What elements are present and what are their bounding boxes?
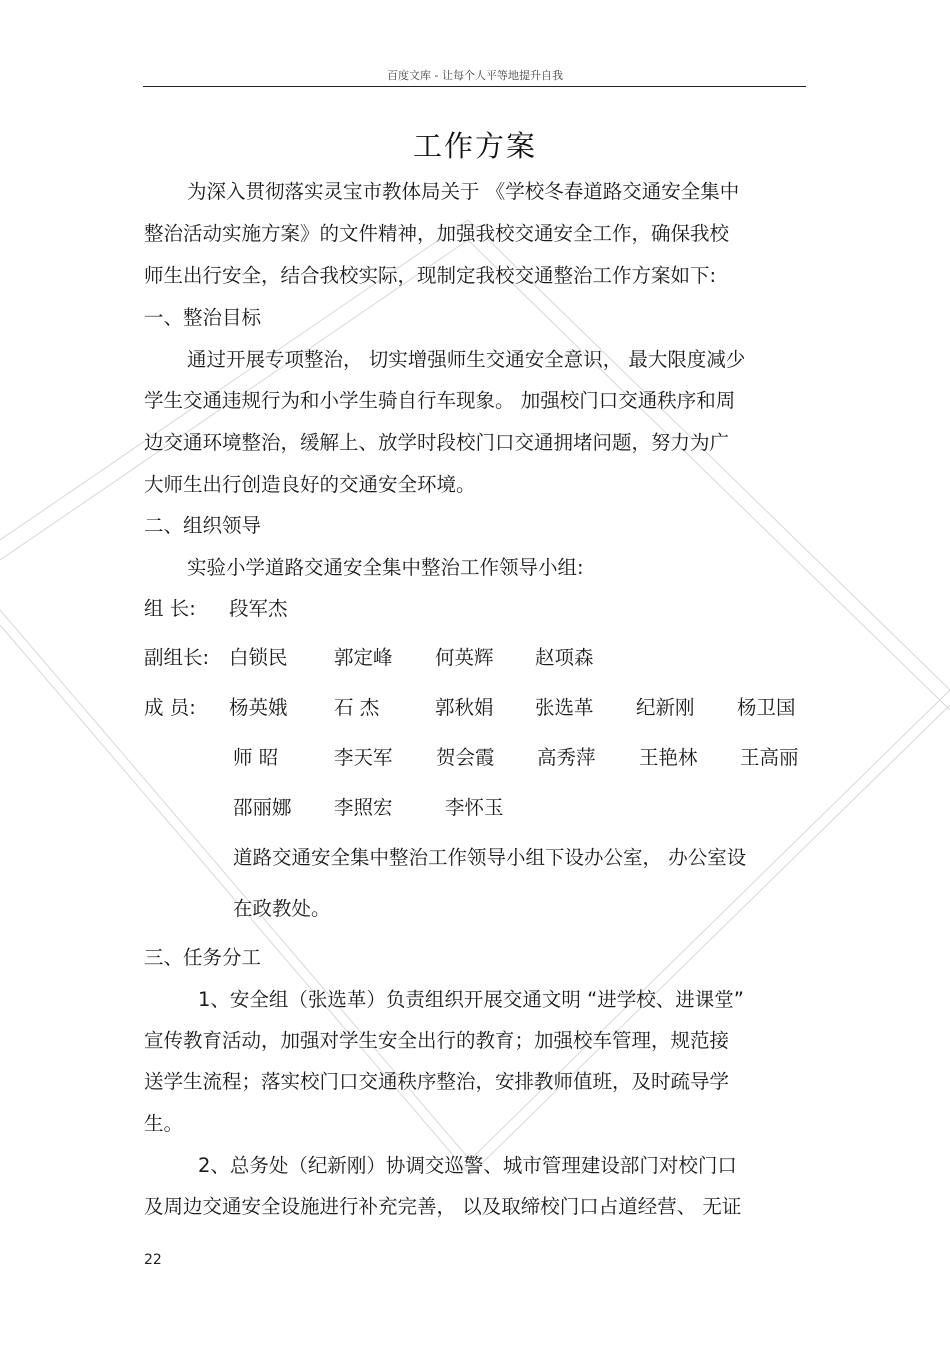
member-label: 成 员:	[144, 696, 196, 719]
member-name: 杨卫国	[737, 696, 796, 719]
task-2-line-2: 及周边交通安全设施进行补充完善， 以及取缔校门口占道经营、 无证	[144, 1195, 742, 1218]
member-name: 石 杰	[334, 696, 380, 719]
intro-line-1: 为深入贯彻落实灵宝市教体局关于 《学校冬春道路交通安全集中	[187, 180, 740, 203]
deputy-label: 副组长:	[144, 646, 210, 669]
member-name: 张选革	[535, 696, 594, 719]
office-line-1: 道路交通安全集中整治工作领导小组下设办公室， 办公室设	[233, 846, 747, 869]
section-2-heading: 二、组织领导	[144, 514, 262, 537]
member-name: 师 昭	[233, 746, 279, 769]
member-name: 邵丽娜	[233, 796, 292, 819]
member-name: 李照宏	[334, 796, 393, 819]
section-1-line-2: 学生交通违规行为和小学生骑自行车现象。 加强校门口交通秩序和周	[144, 389, 736, 412]
member-name: 李怀玉	[445, 796, 504, 819]
member-name: 李天军	[334, 746, 393, 769]
deputy-name: 赵项森	[535, 646, 594, 669]
deputy-name: 何英辉	[435, 646, 494, 669]
task-1-line-4: 生。	[144, 1112, 184, 1135]
section-1-line-3: 边交通环境整治，缓解上、放学时段校门口交通拥堵问题，努力为广	[144, 431, 730, 454]
task-1-line-1: 1、安全组（张选革）负责组织开展交通文明 “进学校、进课堂”	[198, 988, 744, 1011]
leader-name: 段军杰	[229, 597, 288, 620]
section-1-line-1: 通过开展专项整治， 切实增强师生交通安全意识， 最大限度减少	[187, 348, 746, 371]
member-name: 贺会霞	[436, 746, 495, 769]
document-title: 工作方案	[412, 129, 537, 163]
section-1-line-4: 大师生出行创造良好的交通安全环境。	[144, 473, 476, 496]
header-divider	[143, 86, 806, 87]
page-header: 百度文库 - 让每个人平等地提升自我	[387, 69, 563, 82]
intro-line-2: 整治活动实施方案》的文件精神，加强我校交通安全工作，确保我校	[144, 222, 730, 245]
task-1-line-3: 送学生流程；落实校门口交通秩序整治，安排教师值班，及时疏导学	[144, 1070, 730, 1093]
deputy-name: 郭定峰	[334, 646, 393, 669]
deputy-name: 白锁民	[229, 646, 288, 669]
task-2-line-1: 2、总务处（纪新刚）协调交巡警、城市管理建设部门对校门口	[198, 1154, 737, 1177]
member-name: 高秀萍	[537, 746, 596, 769]
member-name: 郭秋娟	[435, 696, 494, 719]
member-name: 王艳林	[639, 746, 698, 769]
leader-label: 组 长:	[144, 597, 196, 620]
task-1-line-2: 宣传教育活动，加强对学生安全出行的教育；加强校车管理，规范接	[144, 1029, 730, 1052]
member-name: 纪新刚	[636, 696, 695, 719]
section-3-heading: 三、任务分工	[144, 946, 262, 969]
office-line-2: 在政教处。	[233, 897, 331, 920]
section-1-heading: 一、整治目标	[144, 306, 262, 329]
group-intro: 实验小学道路交通安全集中整治工作领导小组:	[187, 556, 584, 579]
page-number: 22	[144, 1252, 162, 1268]
member-name: 杨英娥	[229, 696, 288, 719]
member-name: 王高丽	[740, 746, 799, 769]
intro-line-3: 师生出行安全，结合我校实际，现制定我校交通整治工作方案如下:	[144, 264, 717, 287]
